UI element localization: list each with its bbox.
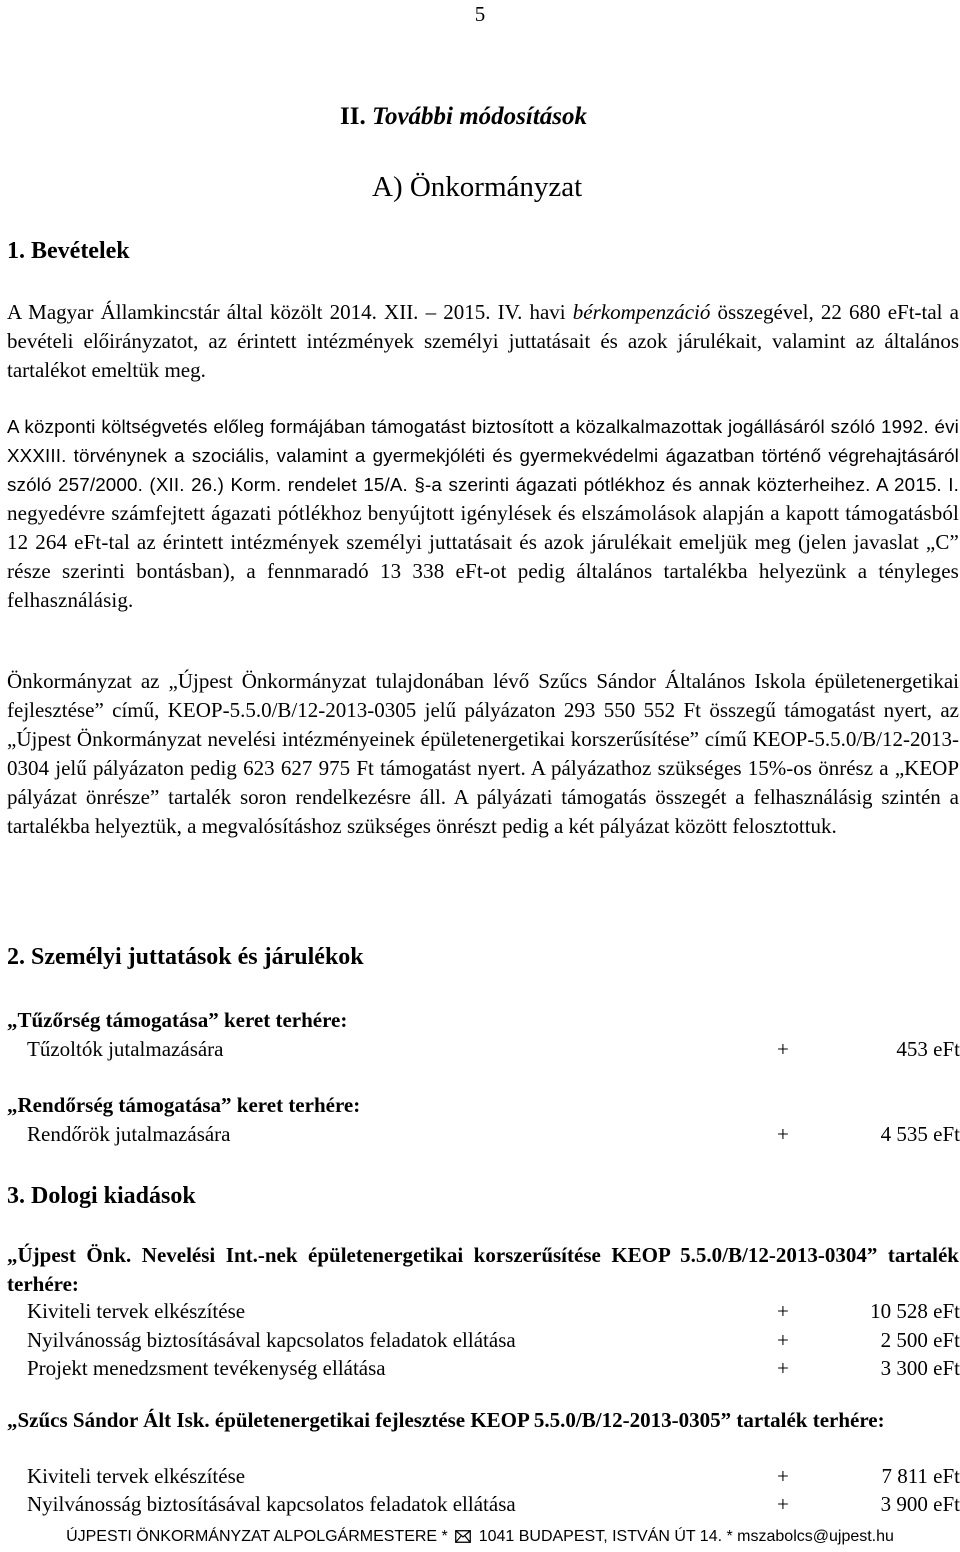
row-amount: 3 900 eFt [880,1492,960,1516]
paragraph-text: negyedévre számfejtett ágazati pótlékhoz benyújtott igénylések és elszámolások alapján a kapott támogatásból 12 264 eFt-tal az érintett intézmények személyi juttatásait és azok járulékait emeljük meg (jelen javaslat „C” része szerinti bontásban), a fennmaradó 13 338 eFt-ot pedig általános tartalékba helyezünk a tényleges felhasználásig. [7,501,959,612]
page-footer [0,1526,960,1550]
row-description: Nyilvánosság biztosításával kapcsolatos feladatok ellátása [27,1492,516,1516]
section-title: Személyi juttatások és járulékok [31,944,364,970]
row-description: Projekt menedzsment tevékenység ellátása [27,1356,386,1380]
row-sign: + [777,1464,789,1488]
section-heading-material-expenses [7,1181,196,1211]
row-sign: + [777,1299,789,1323]
row-amount: 2 500 eFt [880,1328,960,1352]
row-sign: + [777,1328,789,1352]
group-heading-keop-0305: „Szűcs Sándor Ált Isk. épületenergetikai fejlesztése KEOP 5.5.0/B/12-2013-0305” tartalék terhére: [7,1408,885,1432]
footer-left: ÚJPESTI ÖNKORMÁNYZAT ALPOLGÁRMESTERE * [66,1528,448,1545]
row-amount: 10 528 eFt [870,1299,960,1323]
row-description: Kiviteli tervek elkészítése [27,1299,246,1323]
group-heading-police-support: „Rendőrség támogatása” keret terhére: [7,1093,361,1117]
paragraph-sector-allowance [7,412,959,615]
group-heading-keop-0304: „Újpest Önk. Nevelési Int.-nek épületenergetikai korszerűsítése KEOP 5.5.0/B/12-2013-0304” tartalék terhére: [7,1243,959,1296]
paragraph-emphasis: bérkompenzáció [572,300,711,324]
row-sign: + [777,1122,789,1146]
row-description: Tűzoltók jutalmazására [27,1037,224,1061]
row-description: Rendőrök jutalmazására [27,1122,231,1146]
part-heading-number: II. [340,103,366,130]
group-heading-fire-support: „Tűzőrség támogatása” keret terhére: [7,1008,348,1032]
paragraph-text: A központi költségvetés előleg formájában támogatást biztosított a közalkalmazottak jogállásáról szóló 1992. évi XXXIII. törvénynek a szociális, valamint a gyermekjóléti és gyermekvédelmi ágazatban történő végrehajtásáról szóló 257/2000. (XII. 26.) Korm. rendelet 15/A. §-a szerinti ágazati pótlékhoz és annak közterheihez. A 2015. I. [7,416,959,495]
table-row [7,1354,960,1383]
section-number: 3. [7,1183,25,1209]
row-amount: 7 811 eFt [881,1464,960,1488]
section-title: Bevételek [31,238,130,264]
row-amount: 3 300 eFt [880,1356,960,1380]
section-heading-revenues [7,236,130,266]
paragraph-text: összegével, 22 680 eFt-tal a bevételi előirányzatot, az érintett intézmények személyi juttatásait és azok járulékait, valamint az általános tartalékot emeltük meg. [7,300,959,382]
section-heading-personnel [7,942,364,972]
paragraph-wage-compensation [7,298,959,385]
section-title: Dologi kiadások [31,1183,196,1209]
sub-heading: A) Önkormányzat [372,171,583,203]
row-sign: + [777,1356,789,1380]
footer-right: 1041 BUDAPEST, ISTVÁN ÚT 14. * mszabolcs@ujpest.hu [478,1528,894,1545]
row-amount: 453 eFt [896,1037,960,1061]
table-row [7,1490,960,1519]
table-row [7,1297,960,1326]
part-heading-title: További módosítások [371,103,588,130]
table-row [7,1326,960,1355]
table-row [7,1120,960,1149]
section-number: 2. [7,944,25,970]
row-amount: 4 535 eFt [880,1122,960,1146]
page-number: 5 [474,2,486,26]
section-number: 1. [7,238,25,264]
part-heading [340,102,587,132]
row-description: Nyilvánosság biztosításával kapcsolatos feladatok ellátása [27,1328,516,1352]
envelope-icon [455,1528,471,1550]
row-sign: + [777,1492,789,1516]
paragraph-keop-grants: Önkormányzat az „Újpest Önkormányzat tulajdonában lévő Szűcs Sándor Általános Iskola épületenergetikai fejlesztése” című, KEOP-5.5.0/B/12-2013-0305 jelű pályázaton 293 550 552 Ft összegű támogatást nyert, az „Újpest Önkormányzat nevelési intézményeinek épületenergetikai korszerűsítése” című KEOP-5.5.0/B/12-2013-0304 jelű pályázaton pedig 623 627 975 Ft támogatást nyert. A pályázathoz szükséges 15%-os önrész a „KEOP pályázat önrésze” tartalék soron rendelkezésre áll. A pályázati támogatás összegét a felhasználásig szintén a tartalékba helyeztük, a megvalósításhoz szükséges önrészt pedig a két pályázat között felosztottuk. [7,669,959,838]
table-row [7,1462,960,1491]
row-sign: + [777,1037,789,1061]
table-row [7,1035,960,1064]
row-description: Kiviteli tervek elkészítése [27,1464,246,1488]
paragraph-text: A Magyar Államkincstár által közölt 2014. XII. – 2015. IV. havi [7,300,573,324]
